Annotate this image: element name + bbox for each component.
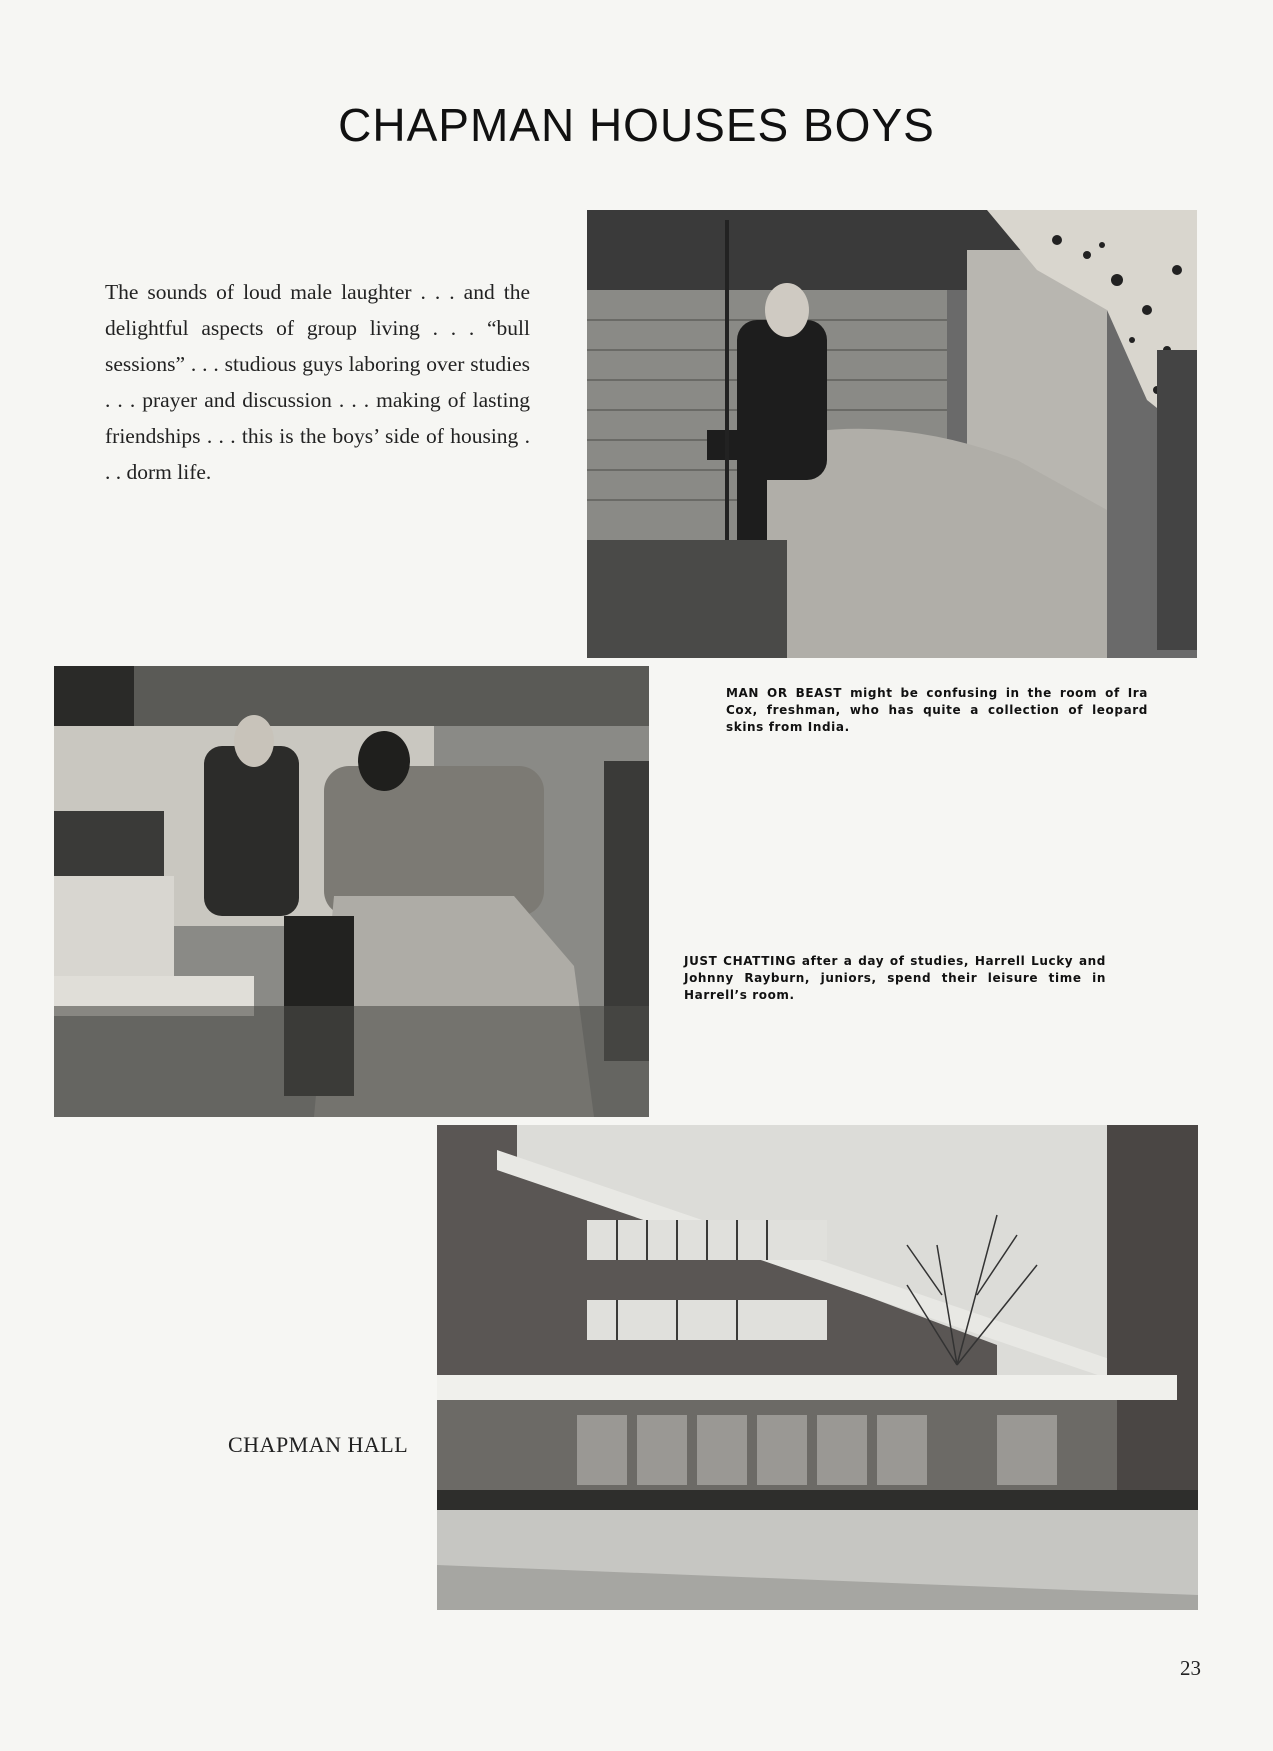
caption-just-chatting-text: after a day of studies, Harrell Lucky and Johnny Rayburn, juniors, spend their leisure time in Harrell’s room. (684, 954, 1106, 1002)
photo-just-chatting (54, 666, 649, 1117)
caption-man-or-beast (726, 685, 1148, 736)
caption-man-or-beast-text: might be confusing in the room of Ira Cox, freshman, who has quite a collection of leopard skins from India. (726, 686, 1149, 734)
caption-just-chatting-lead: JUST CHATTING (684, 954, 797, 968)
caption-chapman-hall: CHAPMAN HALL (228, 1432, 409, 1457)
photo-leopard-room-image (587, 210, 1197, 658)
intro-paragraph: The sounds of loud male laughter . . . and the delightful aspects of group living . . . “bull sessions” . . . studious guys laboring over studies . . . prayer and discussion . . . making of lasting friendships . . . this is the boys’ side of housing . . . dorm life. (105, 280, 530, 484)
photo-chapman-hall-image (437, 1125, 1198, 1610)
photo-leopard-room (587, 210, 1197, 658)
photo-chapman-hall (437, 1125, 1198, 1610)
page-title: CHAPMAN HOUSES BOYS (338, 99, 935, 151)
caption-just-chatting (684, 953, 1106, 1004)
photo-just-chatting-image (54, 666, 649, 1117)
caption-man-or-beast-lead: MAN OR BEAST (726, 686, 843, 700)
page-number: 23 (1180, 1656, 1201, 1680)
